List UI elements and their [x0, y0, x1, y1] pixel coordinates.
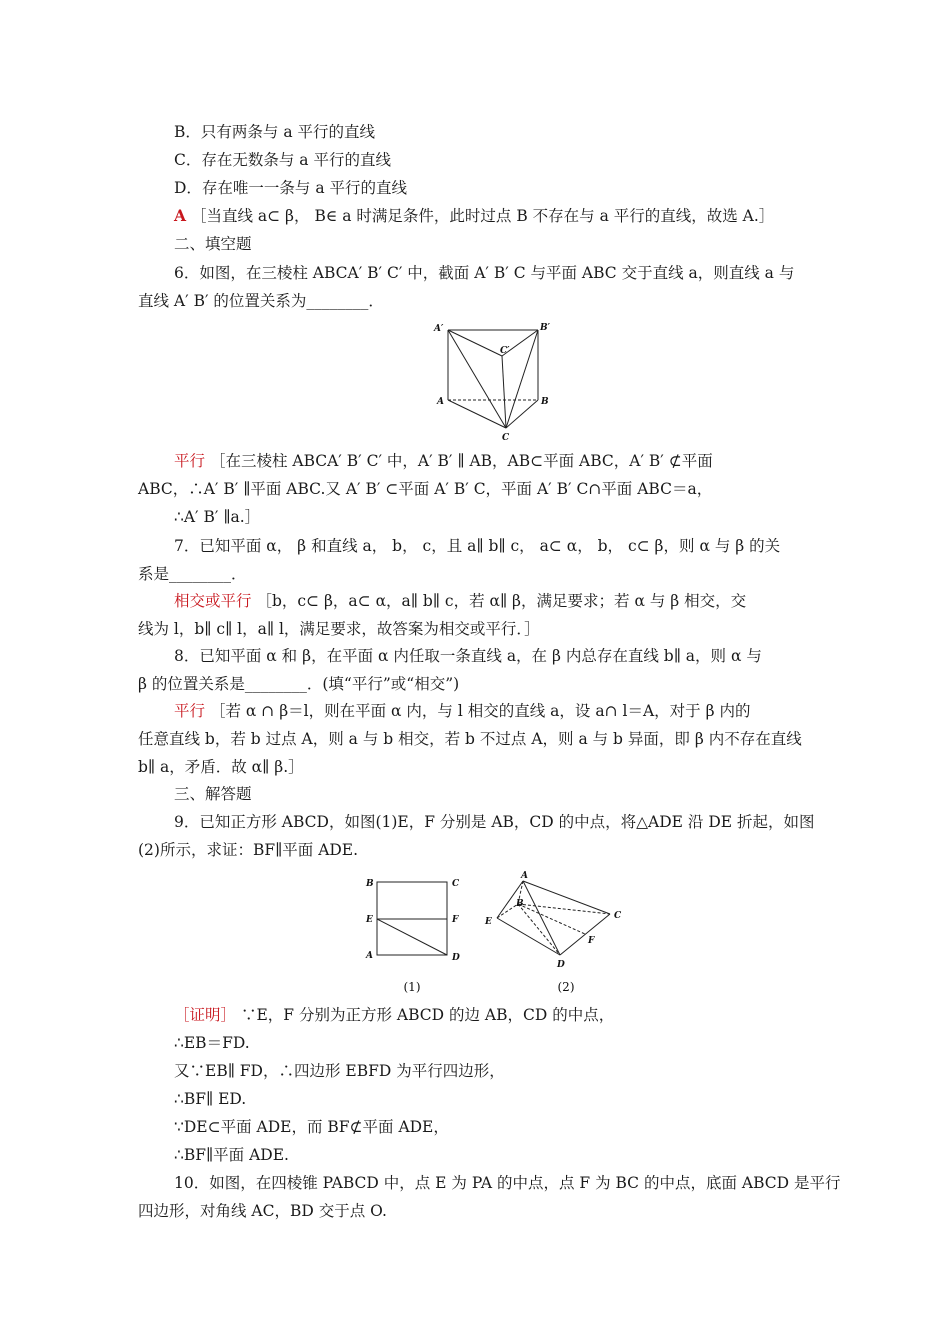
q6-answer-key: 平行 [174, 452, 206, 470]
q6-answer-line3: ∴A′ B′ ∥a.］ [174, 508, 261, 526]
folded-figure [480, 866, 630, 996]
square-label-f: F [452, 915, 459, 925]
q6-line1: 6．如图，在三棱柱 ABCA′ B′ C′ 中，截面 A′ B′ C 与平面 ABC 交于直线 a，则直线 a 与 [174, 264, 795, 282]
q5-answer-text: ［当直线 a⊂ β， B∈ a 时满足条件，此时过点 B 不存在与 a 平行的直线，故选 A.］ [190, 207, 775, 225]
q9-proof-line3: 又∵EB∥ FD，∴四边形 EBFD 为平行四边形， [174, 1062, 505, 1080]
q7-answer-text1: ［b，c⊂ β，a⊂ α，a∥ b∥ c，若 α∥ β，满足要求；若 α 与 β 相交，交 [256, 592, 747, 610]
q9-proof-line5: ∵DE⊂平面 ADE，而 BF⊄平面 ADE， [174, 1118, 449, 1136]
q6-answer-line2: ABC，∴A′ B′ ∥平面 ABC.又 A′ B′ ⊂平面 A′ B′ C，平面 A′ B′ C∩平面 ABC＝a， [138, 480, 713, 498]
q5-answer-letter: A [174, 206, 187, 225]
q9-line1: 9．已知正方形 ABCD，如图(1)E，F 分别是 AB，CD 的中点，将△ADE 沿 DE 折起，如图 [174, 813, 815, 831]
folded-label-b: B [516, 899, 524, 909]
folded-label-a: A [521, 871, 528, 881]
square-label-e: E [366, 915, 373, 925]
section-heading-solutions: 三、解答题 [174, 785, 252, 803]
option-b: B．只有两条与 a 平行的直线 [174, 123, 375, 141]
square-label-b: B [366, 879, 374, 889]
q6-line2: 直线 A′ B′ 的位置关系为________． [138, 292, 384, 310]
square-label-a: A [366, 951, 373, 961]
q8-line2: β 的位置关系是________．(填“平行”或“相交”) [138, 675, 460, 693]
q7-line2: 系是________． [138, 565, 247, 583]
q8-answer-line2: 任意直线 b，若 b 过点 A，则 a 与 b 相交，若 b 不过点 A，则 a 与 b 异面，即 β 内不存在直线 [138, 730, 802, 748]
square-label-c: C [452, 879, 460, 889]
q9-proof-line1 [174, 1004, 854, 1026]
q6-answer-line1 [174, 450, 854, 472]
q9-proof-line6: ∴BF∥平面 ADE. [174, 1146, 289, 1164]
prism-label-c: C [502, 433, 510, 443]
q7-answer-key: 相交或平行 [174, 592, 252, 610]
q6-answer-text1: ［在三棱柱 ABCA′ B′ C′ 中，A′ B′ ∥ AB，AB⊂平面 ABC，A′ B′ ⊄平面 [209, 452, 713, 470]
q8-answer-text1: ［若 α ∩ β＝l，则在平面 α 内，与 l 相交的直线 a，设 a∩ l＝A，对于 β 内的 [209, 702, 751, 720]
q9-proof-text1: ∵E，F 分别为正方形 ABCD 的边 AB，CD 的中点， [240, 1006, 615, 1024]
q7-answer-line2: 线为 l，b∥ c∥ l，a∥ l，满足要求，故答案为相交或平行．］ [138, 620, 540, 638]
prism-label-a: A [437, 397, 444, 407]
q9-line2: (2)所示，求证：BF∥平面 ADE. [138, 841, 359, 859]
q8-answer-key: 平行 [174, 702, 206, 720]
prism-label-b: B [541, 397, 549, 407]
q8-answer-line3: b∥ a，矛盾．故 α∥ β.］ [138, 758, 304, 776]
q7-answer-line1 [174, 590, 854, 612]
folded-label-e: E [485, 917, 492, 927]
folded-label-c: C [614, 911, 622, 921]
square-label-d: D [452, 953, 460, 963]
square-caption: (1) [403, 980, 421, 994]
option-d: D．存在唯一一条与 a 平行的直线 [174, 179, 408, 197]
folded-label-d: D [557, 960, 565, 970]
prism-label-a1: A′ [434, 324, 444, 334]
option-c: C．存在无数条与 a 平行的直线 [174, 151, 391, 169]
square-figure [360, 872, 470, 996]
q10-line1: 10．如图，在四棱锥 PABCD 中，点 E 为 PA 的中点，点 F 为 BC 的中点，底面 ABCD 是平行 [174, 1174, 841, 1192]
folded-caption: (2) [557, 980, 575, 994]
q9-proof-line2: ∴EB＝FD. [174, 1034, 250, 1052]
prism-label-b1: B′ [540, 323, 550, 333]
folded-label-f: F [588, 936, 595, 946]
section-heading-fill-blank: 二、填空题 [174, 235, 252, 253]
q8-answer-line1 [174, 700, 854, 722]
q5-answer [174, 205, 854, 227]
prism-figure [430, 318, 560, 444]
prism-label-c1: C′ [500, 346, 510, 356]
q9-proof-label: ［证明］ [174, 1006, 237, 1024]
q7-line1: 7．已知平面 α， β 和直线 a， b， c，且 a∥ b∥ c， a⊂ α， b， c⊂ β，则 α 与 β 的关 [174, 537, 781, 555]
q10-line2: 四边形，对角线 AC，BD 交于点 O. [138, 1202, 387, 1220]
q9-proof-line4: ∴BF∥ ED. [174, 1090, 247, 1108]
q8-line1: 8．已知平面 α 和 β，在平面 α 内任取一条直线 a，在 β 内总存在直线 b∥ a，则 α 与 [174, 647, 762, 665]
